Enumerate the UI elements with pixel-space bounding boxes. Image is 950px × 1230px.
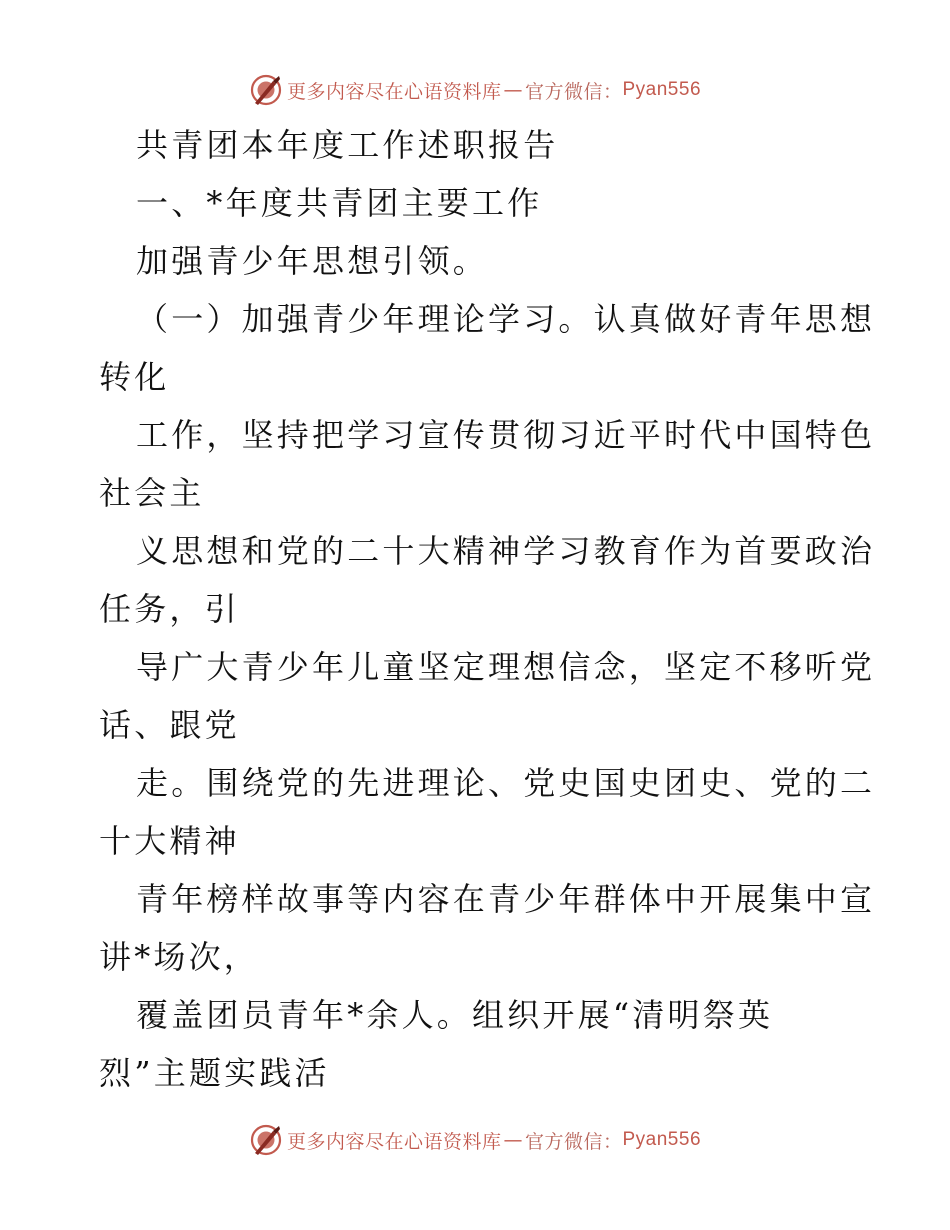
text-line: 义思想和党的二十大精神学习教育作为首要政治	[136, 532, 876, 570]
watermark-id: Pyan556	[622, 79, 702, 100]
footer-watermark	[0, 1120, 950, 1160]
text-line: 导广大青少年儿童坚定理想信念，坚定不移听党	[136, 648, 876, 686]
text-line: 讲*场次，	[99, 938, 260, 976]
text-line: （一）加强青少年理论学习。认真做好青年思想	[136, 300, 876, 338]
text-line: 十大精神	[99, 822, 240, 860]
header-watermark	[0, 70, 950, 110]
document-title: 共青团本年度工作述职报告	[136, 126, 559, 164]
text-line: 任务，引	[99, 590, 240, 628]
watermark-label: 官方微信：	[524, 1130, 623, 1153]
text-line: 社会主	[99, 474, 205, 512]
text-line: 青年榜样故事等内容在青少年群体中开展集中宣	[136, 880, 876, 918]
text-line: 加强青少年思想引领。	[136, 242, 489, 280]
text-line: 转化	[99, 358, 170, 396]
watermark-label: 官方微信：	[524, 80, 623, 103]
section-heading: 一、*年度共青团主要工作	[136, 184, 543, 222]
text-line: 话、跟党	[99, 706, 240, 744]
quill-logo-icon	[249, 1123, 283, 1157]
watermark-id: Pyan556	[622, 1129, 702, 1150]
quill-logo-icon	[249, 73, 283, 107]
text-line: 走。围绕党的先进理论、党史国史团史、党的二	[136, 764, 876, 802]
watermark-separator: —	[503, 79, 523, 101]
watermark-text: 更多内容尽在心语资料库	[286, 80, 502, 103]
text-line: 烈”主题实践活	[99, 1054, 330, 1092]
document-body	[99, 116, 876, 1102]
text-line: 工作，坚持把学习宣传贯彻习近平时代中国特色	[136, 416, 876, 454]
watermark-separator: —	[503, 1129, 523, 1151]
watermark-text: 更多内容尽在心语资料库	[286, 1130, 502, 1153]
text-line: 覆盖团员青年*余人。组织开展“清明祭英	[136, 996, 774, 1034]
